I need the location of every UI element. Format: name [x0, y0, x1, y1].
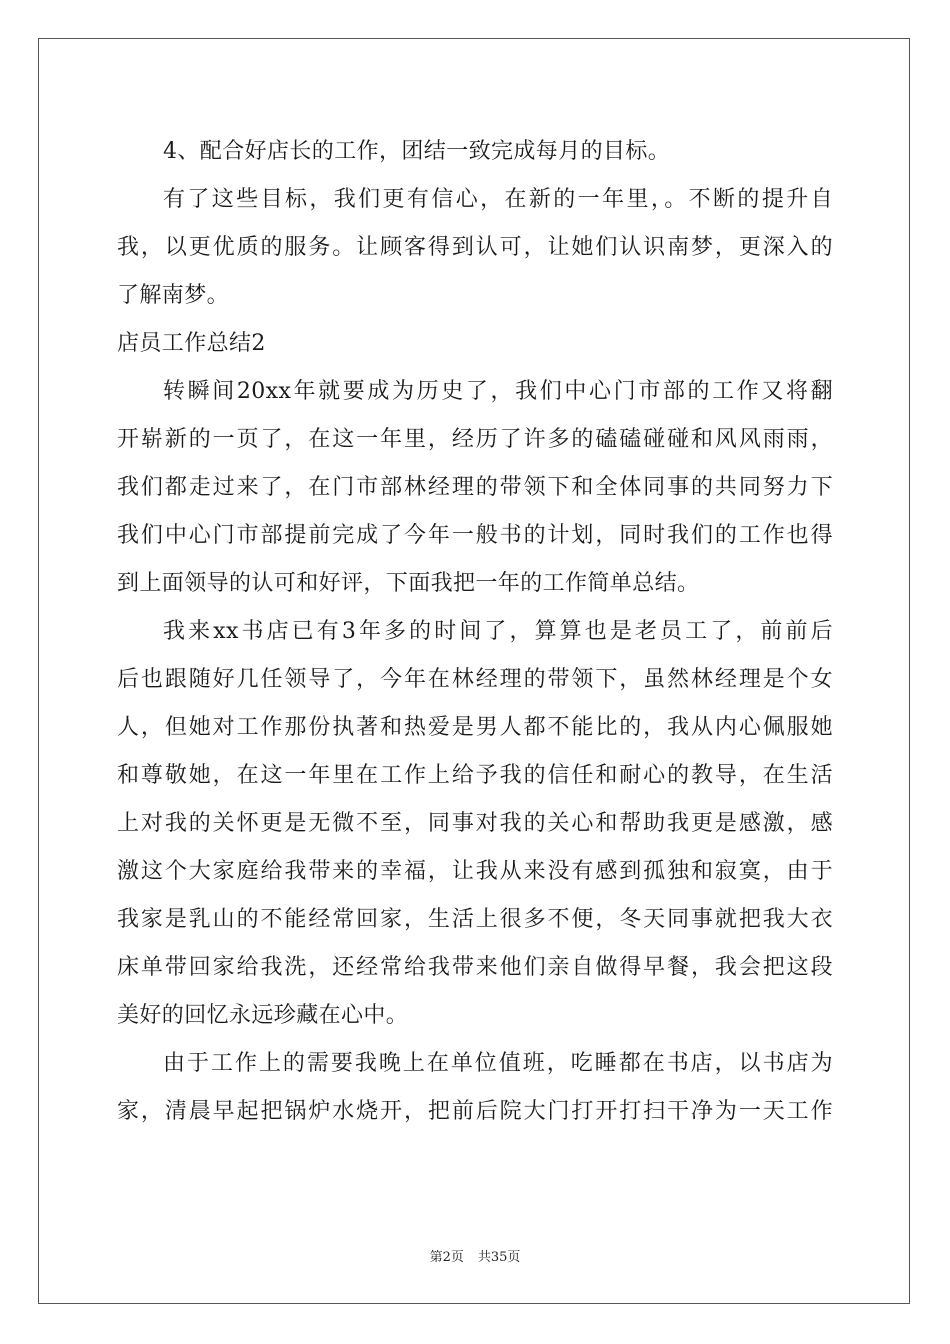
text-line: 我家是乳山的不能经常回家，生活上很多不便，冬天同事就把我大衣 — [117, 907, 833, 932]
text-line: 我来xx书店已有3年多的时间了，算算也是老员工了，前前后 — [163, 619, 833, 644]
page-footer — [0, 1246, 950, 1265]
text-line: 床单带回家给我洗，还经常给我带来他们亲自做得早餐，我会把这段 — [117, 955, 833, 980]
section-heading: 店员工作总结2 — [117, 331, 266, 356]
text-line: 我，以更优质的服务。让顾客得到认可，让她们认识南梦，更深入的 — [117, 235, 833, 260]
text-line: 开崭新的一页了，在这一年里，经历了许多的磕磕碰碰和风风雨雨， — [117, 427, 833, 452]
text-line: 美好的回忆永远珍藏在心中。 — [117, 1003, 409, 1028]
text-line: 家，清晨早起把锅炉水烧开，把前后院大门打开打扫干净为一天工作 — [117, 1099, 833, 1124]
text-line: 有了这些目标，我们更有信心，在新的一年里，。不断的提升自 — [163, 187, 833, 212]
page-number: 第2页 — [429, 1250, 464, 1265]
text-line: 了解南梦。 — [117, 283, 230, 308]
text-line: 由于工作上的需要我晚上在单位值班，吃睡都在书店，以书店为 — [163, 1051, 833, 1076]
text-line: 后也跟随好几任领导了，今年在林经理的带领下，虽然林经理是个女 — [117, 667, 833, 692]
text-line: 和尊敬她，在这一年里在工作上给予我的信任和耐心的教导，在生活 — [117, 763, 833, 788]
document-body — [117, 128, 833, 1136]
text-line: 4、配合好店长的工作，团结一致完成每月的目标。 — [163, 139, 671, 164]
text-line: 我们中心门市部提前完成了今年一般书的计划，同时我们的工作也得 — [117, 523, 833, 548]
text-line: 我们都走过来了，在门市部林经理的带领下和全体同事的共同努力下 — [117, 475, 833, 500]
text-line: 激这个大家庭给我带来的幸福，让我从来没有感到孤独和寂寞，由于 — [117, 859, 833, 884]
text-line: 人，但她对工作那份执著和热爱是男人都不能比的，我从内心佩服她 — [117, 715, 833, 740]
text-line: 上对我的关怀更是无微不至，同事对我的关心和帮助我更是感激，感 — [117, 811, 833, 836]
text-line: 转瞬间20xx年就要成为历史了，我们中心门市部的工作又将翻 — [163, 379, 833, 404]
page-total: 共35页 — [477, 1250, 521, 1265]
text-line: 到上面领导的认可和好评，下面我把一年的工作简单总结。 — [117, 571, 700, 596]
